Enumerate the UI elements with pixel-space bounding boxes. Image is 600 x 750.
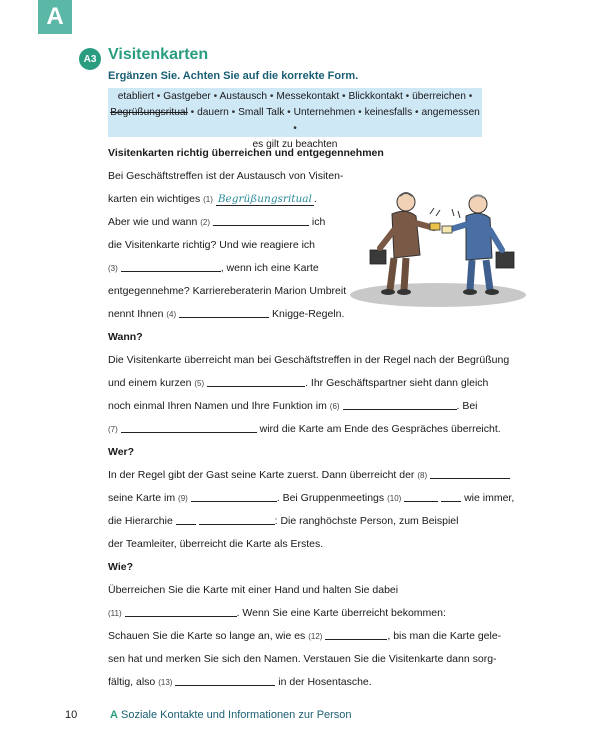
blank-4[interactable]	[179, 307, 269, 318]
text-line: (11) . Wenn Sie eine Karte überreicht bekommen:	[108, 607, 446, 619]
word-box-line-1: etabliert • Gastgeber • Austausch • Messekontakt • Blickkontakt • überreichen •	[117, 91, 473, 102]
heading-wie: Wie?	[108, 561, 133, 573]
text-line: entgegennehme? Karriereberaterin Marion Umbreit	[108, 285, 347, 297]
section-title: Visitenkarten richtig überreichen und entgegennehmen	[108, 147, 384, 159]
text-line: die Hierarchie : Die ranghöchste Person, zum Beispiel	[108, 515, 459, 527]
text-line: fältig, also (13) in der Hosentasche.	[108, 676, 372, 688]
exercise-title: Visitenkarten	[108, 46, 209, 63]
blank-10a[interactable]	[404, 491, 438, 502]
blank-3[interactable]	[121, 261, 221, 272]
word-item: Messekontakt	[276, 91, 340, 102]
business-card-exchange-illustration	[350, 180, 530, 310]
blank-5[interactable]	[207, 376, 305, 387]
text-line: sen hat und merken Sie sich den Namen. Verstauen Sie die Visitenkarte dann sorg-	[108, 653, 497, 665]
blank-6[interactable]	[343, 399, 457, 410]
text-line: Überreichen Sie die Karte mit einer Hand und halten Sie dabei	[108, 584, 399, 596]
word-item: Small Talk	[238, 107, 285, 118]
text-line: Die Visitenkarte überreicht man bei Geschäftstreffen in der Regel nach der Begrüßung	[108, 354, 510, 366]
blank-12[interactable]	[325, 629, 387, 640]
word-item: überreichen	[412, 91, 466, 102]
text-line: noch einmal Ihren Namen und Ihre Funktion im (6) . Bei	[108, 400, 478, 412]
chapter-tab: A	[38, 0, 72, 34]
text-line: nennt Ihnen (4) Knigge-Regeln.	[108, 308, 345, 320]
blank-8[interactable]	[430, 468, 510, 479]
text-line: der Teamleiter, überreicht die Karte als Erstes.	[108, 538, 324, 550]
word-item: keinesfalls	[364, 107, 413, 118]
word-item: Austausch	[219, 91, 268, 102]
text-line: und einem kurzen (5) . Ihr Geschäftspartner sieht dann gleich	[108, 377, 489, 389]
blank-9[interactable]	[191, 491, 277, 502]
text-line: Bei Geschäftstreffen ist der Austausch von Visiten-	[108, 170, 344, 182]
word-item: dauern	[197, 107, 229, 118]
text-line: die Visitenkarte richtig? Und wie reagiere ich	[108, 239, 315, 251]
word-box	[108, 88, 482, 150]
exercise-instruction: Ergänzen Sie. Achten Sie auf die korrekte Form.	[108, 70, 359, 82]
exercise-badge: A3	[79, 48, 101, 70]
blank-10c[interactable]	[176, 514, 196, 525]
text-line: Schauen Sie die Karte so lange an, wie es (12) , bis man die Karte gele-	[108, 630, 502, 642]
word-box-line-2: Begrüßungsritual • dauern • Small Talk • Unternehmen • keinesfalls • angemessen •	[110, 107, 480, 134]
text-line: Aber wie und wann (2) ich	[108, 216, 326, 228]
chapter-title: Soziale Kontakte und Informationen zur Person	[121, 709, 352, 721]
blank-11[interactable]	[125, 606, 237, 617]
word-item-used: Begrüßungsritual	[110, 107, 188, 118]
blank-7[interactable]	[121, 422, 257, 433]
text-line: (3) , wenn ich eine Karte	[108, 262, 319, 274]
blank-10b[interactable]	[441, 491, 461, 502]
text-line: In der Regel gibt der Gast seine Karte zuerst. Dann überreicht der (8)	[108, 468, 510, 483]
blank-10d[interactable]	[199, 514, 275, 525]
word-item: es gilt zu beachten	[252, 139, 338, 150]
page-number: 10	[65, 709, 78, 721]
chapter-letter: A	[110, 709, 118, 721]
answer-1: Begrüßungsritual	[217, 193, 312, 205]
chapter-footer	[110, 709, 352, 721]
word-item: Unternehmen	[293, 107, 356, 118]
man-left-figure	[370, 193, 440, 295]
text-line: seine Karte im (9) . Bei Gruppenmeetings (10) wie immer,	[108, 492, 515, 504]
blank-13[interactable]	[175, 675, 275, 686]
word-item: angemessen	[421, 107, 480, 118]
word-item: Gastgeber	[163, 91, 211, 102]
heading-wann: Wann?	[108, 331, 143, 343]
text-line: (7) wird die Karte am Ende des Gespräches überreicht.	[108, 423, 501, 435]
blank-2[interactable]	[213, 215, 309, 226]
word-item: Blickkontakt	[348, 91, 403, 102]
word-item: etabliert	[117, 91, 154, 102]
heading-wer: Wer?	[108, 446, 135, 458]
text-line: karten ein wichtiges (1) Begrüßungsritual .	[108, 193, 317, 205]
